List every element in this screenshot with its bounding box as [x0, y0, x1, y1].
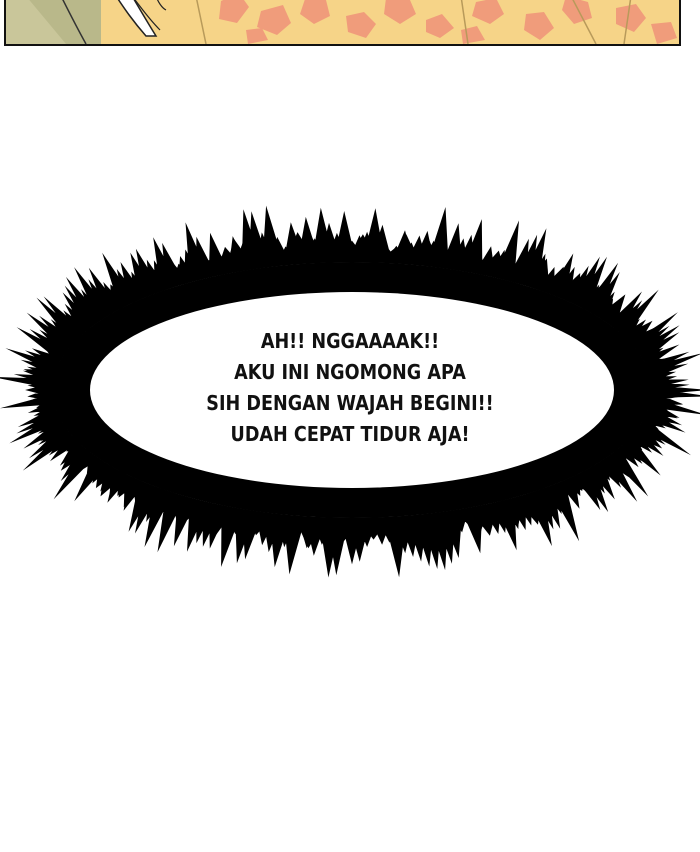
- speech-line-3: SIH DENGAN WAJAH BEGINI!!: [206, 391, 494, 415]
- speech-line-4: UDAH CEPAT TIDUR AJA!: [230, 422, 470, 446]
- speech-bubble-text: [150, 326, 550, 450]
- speech-line-2: AKU INI NGOMONG APA: [234, 360, 466, 384]
- autumn-leaves-illustration: [6, 0, 679, 44]
- speech-line-1: AH!! NGGAAAAK!!: [260, 329, 440, 353]
- previous-panel-bottom: [4, 0, 681, 46]
